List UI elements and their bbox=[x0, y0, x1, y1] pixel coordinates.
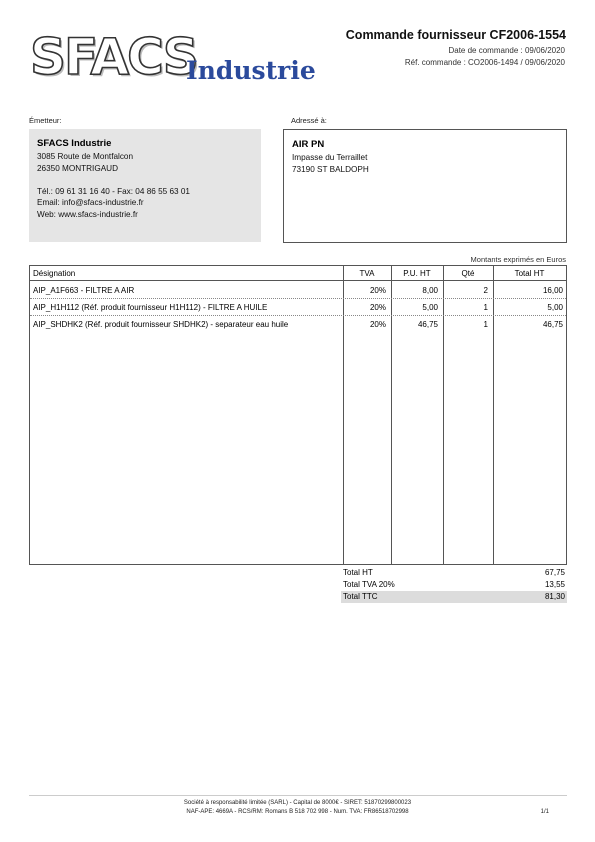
footer-divider bbox=[29, 795, 567, 796]
logo-main-text: SFACS bbox=[30, 28, 197, 86]
row-3-tva: 20% bbox=[369, 320, 386, 329]
header-tva: TVA bbox=[359, 269, 375, 278]
page-number: 1/1 bbox=[540, 809, 549, 815]
row-3-designation: AIP_SHDHK2 (Réf. produit fournisseur SHDHK2) - separateur eau huile bbox=[33, 320, 289, 329]
order-date: Date de commande : 09/06/2020 bbox=[448, 46, 565, 55]
total-tva-row bbox=[341, 579, 567, 591]
footer-legal-line-1: Société à responsabilité limitée (SARL) - Capital de 8000€ - SIRET: 51870299800023 bbox=[183, 800, 412, 806]
header-unit-price: P.U. HT bbox=[403, 269, 431, 278]
sender-name: SFACS Industrie bbox=[37, 138, 112, 149]
footer-legal-line-2: NAF-APE: 4669A - RCS/RM: Romans B 518 702 998 - Num. TVA: FR86518702998 bbox=[186, 809, 409, 815]
recipient-address-line-1: Impasse du Terraillet bbox=[292, 153, 368, 162]
row-2-quantity: 1 bbox=[483, 303, 488, 312]
sender-box bbox=[29, 129, 261, 242]
header-quantity: Qté bbox=[461, 269, 475, 278]
order-reference: Réf. commande : CO2006-1494 / 09/06/2020 bbox=[404, 58, 565, 67]
total-tva-value: 13,55 bbox=[544, 580, 565, 589]
logo-sub-text: Industrie bbox=[186, 56, 316, 85]
row-1-total-ht: 16,00 bbox=[542, 286, 563, 295]
row-3-quantity: 1 bbox=[483, 320, 488, 329]
total-ttc-value: 81,30 bbox=[544, 592, 565, 601]
recipient-box bbox=[283, 129, 567, 243]
total-ht-label: Total HT bbox=[343, 568, 373, 577]
recipient-name: AIR PN bbox=[292, 139, 325, 150]
row-2-unit-price: 5,00 bbox=[422, 303, 438, 312]
total-tva-label: Total TVA 20% bbox=[343, 580, 395, 589]
document-title: Commande fournisseur CF2006-1554 bbox=[345, 28, 566, 42]
sender-phone: Tél.: 09 61 31 16 40 - Fax: 04 86 55 63 01 bbox=[37, 186, 190, 196]
row-1-unit-price: 8,00 bbox=[422, 286, 438, 295]
total-ttc-row bbox=[341, 591, 567, 603]
recipient-address-line-2: 73190 ST BALDOPH bbox=[292, 164, 369, 174]
recipient-label: Adressé à: bbox=[291, 116, 327, 125]
total-ttc-label: Total TTC bbox=[343, 592, 378, 601]
row-1-quantity: 2 bbox=[483, 286, 488, 295]
sender-website: Web: www.sfacs-industrie.fr bbox=[37, 209, 138, 219]
row-2-tva: 20% bbox=[369, 303, 386, 312]
row-2-total-ht: 5,00 bbox=[547, 303, 563, 312]
total-ht-value: 67,75 bbox=[544, 568, 565, 577]
row-1-tva: 20% bbox=[369, 286, 386, 295]
sender-address-line-2: 26350 MONTRIGAUD bbox=[37, 163, 118, 173]
currency-note: Montants exprimés en Euros bbox=[470, 255, 566, 264]
totals-block bbox=[341, 567, 567, 603]
row-3-unit-price: 46,75 bbox=[417, 320, 438, 329]
row-2-designation: AIP_H1H112 (Réf. produit fournisseur H1H112) - FILTRE A HUILE bbox=[33, 303, 268, 312]
row-3-total-ht: 46,75 bbox=[542, 320, 563, 329]
company-logo bbox=[30, 28, 320, 90]
items-table bbox=[29, 265, 567, 565]
header-total-ht: Total HT bbox=[514, 269, 545, 278]
row-1-designation: AIP_A1F663 - FILTRE A AIR bbox=[33, 286, 135, 295]
sender-email: Email: info@sfacs-industrie.fr bbox=[37, 198, 144, 207]
total-ht-row bbox=[341, 567, 567, 579]
header-designation: Désignation bbox=[33, 269, 76, 278]
sender-address-line-1: 3085 Route de Montfalcon bbox=[37, 152, 134, 161]
sender-label: Émetteur: bbox=[29, 116, 62, 125]
